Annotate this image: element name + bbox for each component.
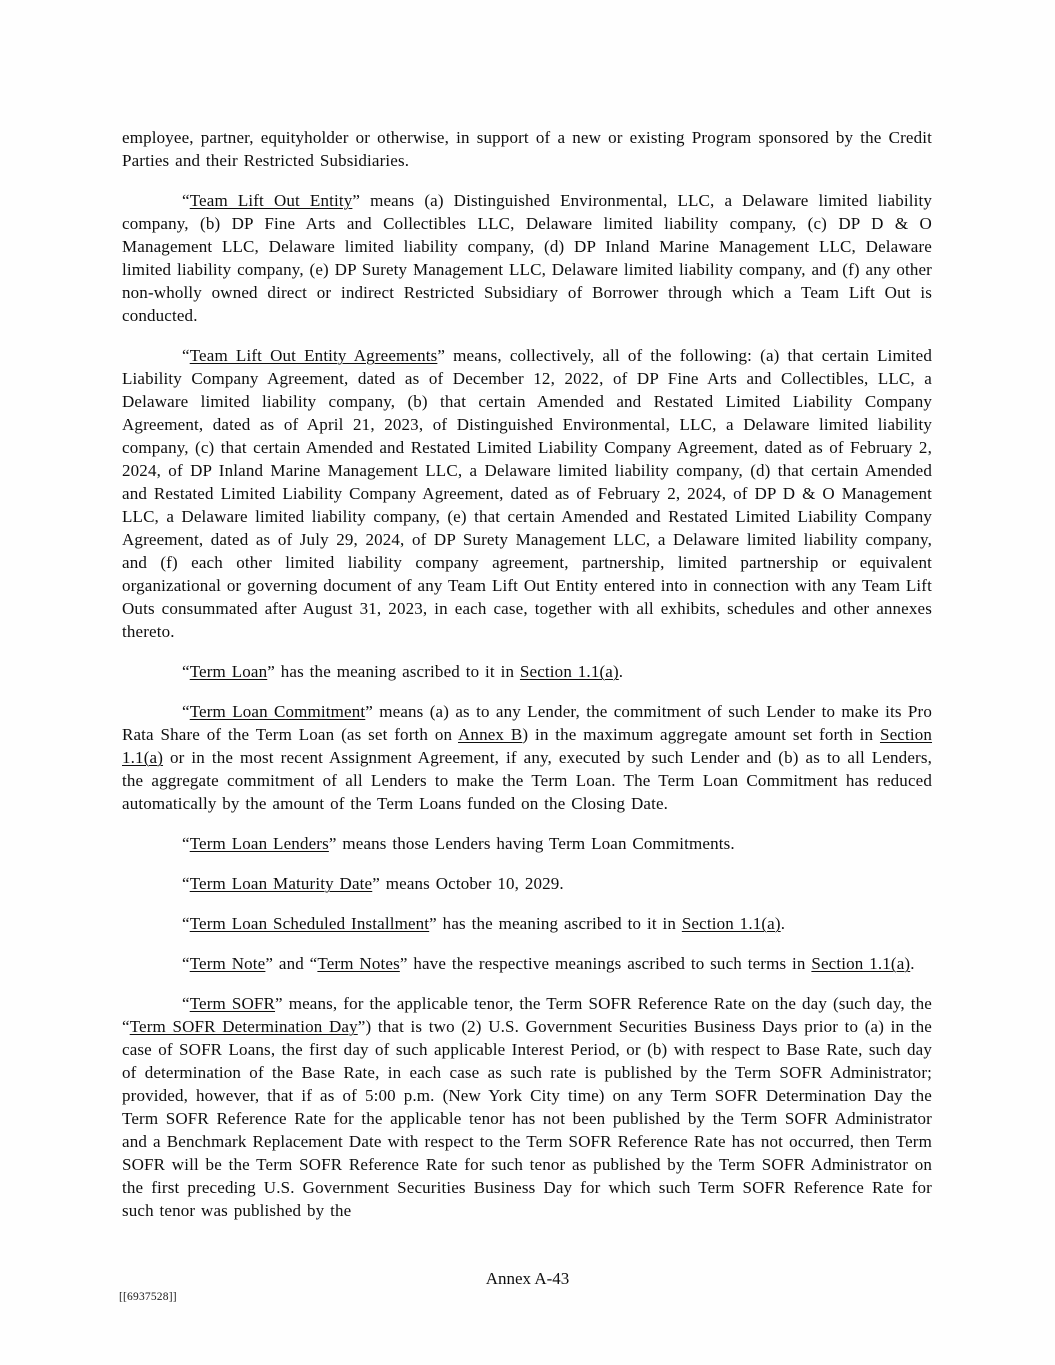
defined-term: Term SOFR Determination Day <box>129 1017 358 1036</box>
paragraph-team-lift-out-entity-agreements <box>122 344 932 643</box>
defined-term: Term Loan Commitment <box>189 702 366 721</box>
text-run: ” means, collectively, all of the following: (a) that certain Limited Liability Company Agreement, dated as of December 12, 2022, of DP Fine Arts and Collectibles, LLC, a Delaware limited liability company, (b) that certain Amended and Restated Limited Liability Company Agreement, dated as of April 21, 2023, of Distinguished Environmental, LLC, a Delaware limited liability company, (c) that certain Amended and Restated Limited Liability Company Agreement, dated as of February 2, 2024, of DP Inland Marine Management LLC, a Delaware limited liability company, (d) that certain Amended and Restated Limited Liability Company Agreement, dated as of February 2, 2024, of DP D & O Management LLC, a Delaware limited liability company, (e) that certain Amended and Restated Limited Liability Company Agreement, dated as of July 29, 2024, of DP Surety Management LLC, a Delaware limited liability company, and (f) each other limited liability company agreement, partnership, limited partnership or equivalent organizational or governing document of any Team Lift Out Entity entered into in connection with any Team Lift Outs consummated after August 31, 2023, in each case, together with all exhibits, schedules and other annexes thereto. <box>122 346 932 641</box>
text-run: ” means October 10, 2029. <box>372 874 564 893</box>
text-run: ” has the meaning ascribed to it in <box>267 662 520 681</box>
defined-term: Annex B <box>458 725 523 744</box>
text-run: . <box>780 914 786 933</box>
defined-term: Term Notes <box>317 954 400 973</box>
paragraph-term-loan-maturity-date <box>122 872 932 895</box>
defined-term: Term Note <box>189 954 266 973</box>
text-run: . <box>910 954 915 973</box>
text-run: “ <box>182 874 190 893</box>
text-run: “ <box>182 346 190 365</box>
paragraph-term-sofr <box>122 992 932 1222</box>
paragraph-term-note <box>122 952 932 975</box>
text-run: ” and “ <box>265 954 318 973</box>
text-run: employee, partner, equityholder or otherwise, in support of a new or existing Program sponsored by the Credit Parties and their Restricted Subsidiaries. <box>122 128 932 170</box>
defined-term: Term Loan Scheduled Installment <box>189 914 430 933</box>
text-run: ” has the meaning ascribed to it in <box>429 914 682 933</box>
defined-term: Term Loan <box>189 662 268 681</box>
text-run: ”) that is two (2) U.S. Government Securities Business Days prior to (a) in the case of SOFR Loans, the first day of such applicable Interest Period, or (b) with respect to Base Rate, such day of determination of the Base Rate, in each case as such rate is published by the Term SOFR Administrator; provided, however, that if as of 5:00 p.m. (New York City time) on any Term SOFR Determination Day the Term SOFR Reference Rate for the applicable tenor has not been published by the Term SOFR Administrator and a Benchmark Replacement Date with respect to the Term SOFR Reference Rate has not occurred, then Term SOFR will be the Term SOFR Reference Rate for such tenor as published by the Term SOFR Administrator on the first preceding U.S. Government Securities Business Day for which such Term SOFR Reference Rate for such tenor was published by the <box>122 1017 932 1220</box>
defined-term: Section 1.1(a) <box>122 725 933 767</box>
defined-term: Section 1.1(a) <box>681 914 781 933</box>
text-run: “ <box>182 662 190 681</box>
paragraph-term-loan-commitment <box>122 700 932 815</box>
text-run: ” have the respective meanings ascribed to such terms in <box>399 954 812 973</box>
defined-term: Section 1.1(a) <box>519 662 619 681</box>
text-run: . <box>618 662 624 681</box>
text-run: “ <box>182 954 190 973</box>
text-run: ” means those Lenders having Term Loan Commitments. <box>328 834 735 853</box>
defined-term: Term SOFR <box>189 994 276 1013</box>
paragraph-term-loan <box>122 660 932 683</box>
defined-term: Term Loan Lenders <box>189 834 329 853</box>
text-run: ” means (a) as to any Lender, the commitment of such Lender to make its Pro Rata Share of the Term Loan (as set forth on <box>122 702 932 744</box>
text-run: “ <box>182 191 190 210</box>
text-run: or in the most recent Assignment Agreement, if any, executed by such Lender and (b) as to all Lenders, the aggregate commitment of all Lenders to make the Term Loan. The Term Loan Commitment has reduced automatically by the amount of the Term Loans funded on the Closing Date. <box>122 748 932 813</box>
paragraph-program-continuation <box>122 126 932 172</box>
paragraph-term-loan-scheduled-installment <box>122 912 932 935</box>
text-run: ” means, for the applicable tenor, the Term SOFR Reference Rate on the day (such day, the “ <box>122 994 932 1036</box>
document-id-stamp: [[6937528]] <box>119 1291 177 1303</box>
page-footer-annex-label: Annex A-43 <box>485 1269 570 1288</box>
paragraph-term-loan-lenders <box>122 832 932 855</box>
paragraph-team-lift-out-entity <box>122 189 932 327</box>
text-run: “ <box>182 702 190 721</box>
text-run: “ <box>182 834 190 853</box>
text-run: ” means (a) Distinguished Environmental, LLC, a Delaware limited liability company, (b) DP Fine Arts and Collectibles LLC, Delaware limited liability company, (c) DP D & O Management LLC, Delaware limited liability company, (d) DP Inland Marine Management LLC, Delaware limited liability company, (e) DP Surety Management LLC, Delaware limited liability company, and (f) any other non-wholly owned direct or indirect Restricted Subsidiary of Borrower through which a Team Lift Out is conducted. <box>122 191 932 325</box>
defined-term: Section 1.1(a) <box>811 954 911 973</box>
defined-term: Team Lift Out Entity Agreements <box>189 346 438 365</box>
text-run: ) in the maximum aggregate amount set forth in <box>522 725 880 744</box>
document-body <box>122 126 932 1239</box>
defined-term: Term Loan Maturity Date <box>189 874 373 893</box>
text-run: “ <box>182 994 190 1013</box>
text-run: “ <box>182 914 190 933</box>
defined-term: Team Lift Out Entity <box>189 191 353 210</box>
